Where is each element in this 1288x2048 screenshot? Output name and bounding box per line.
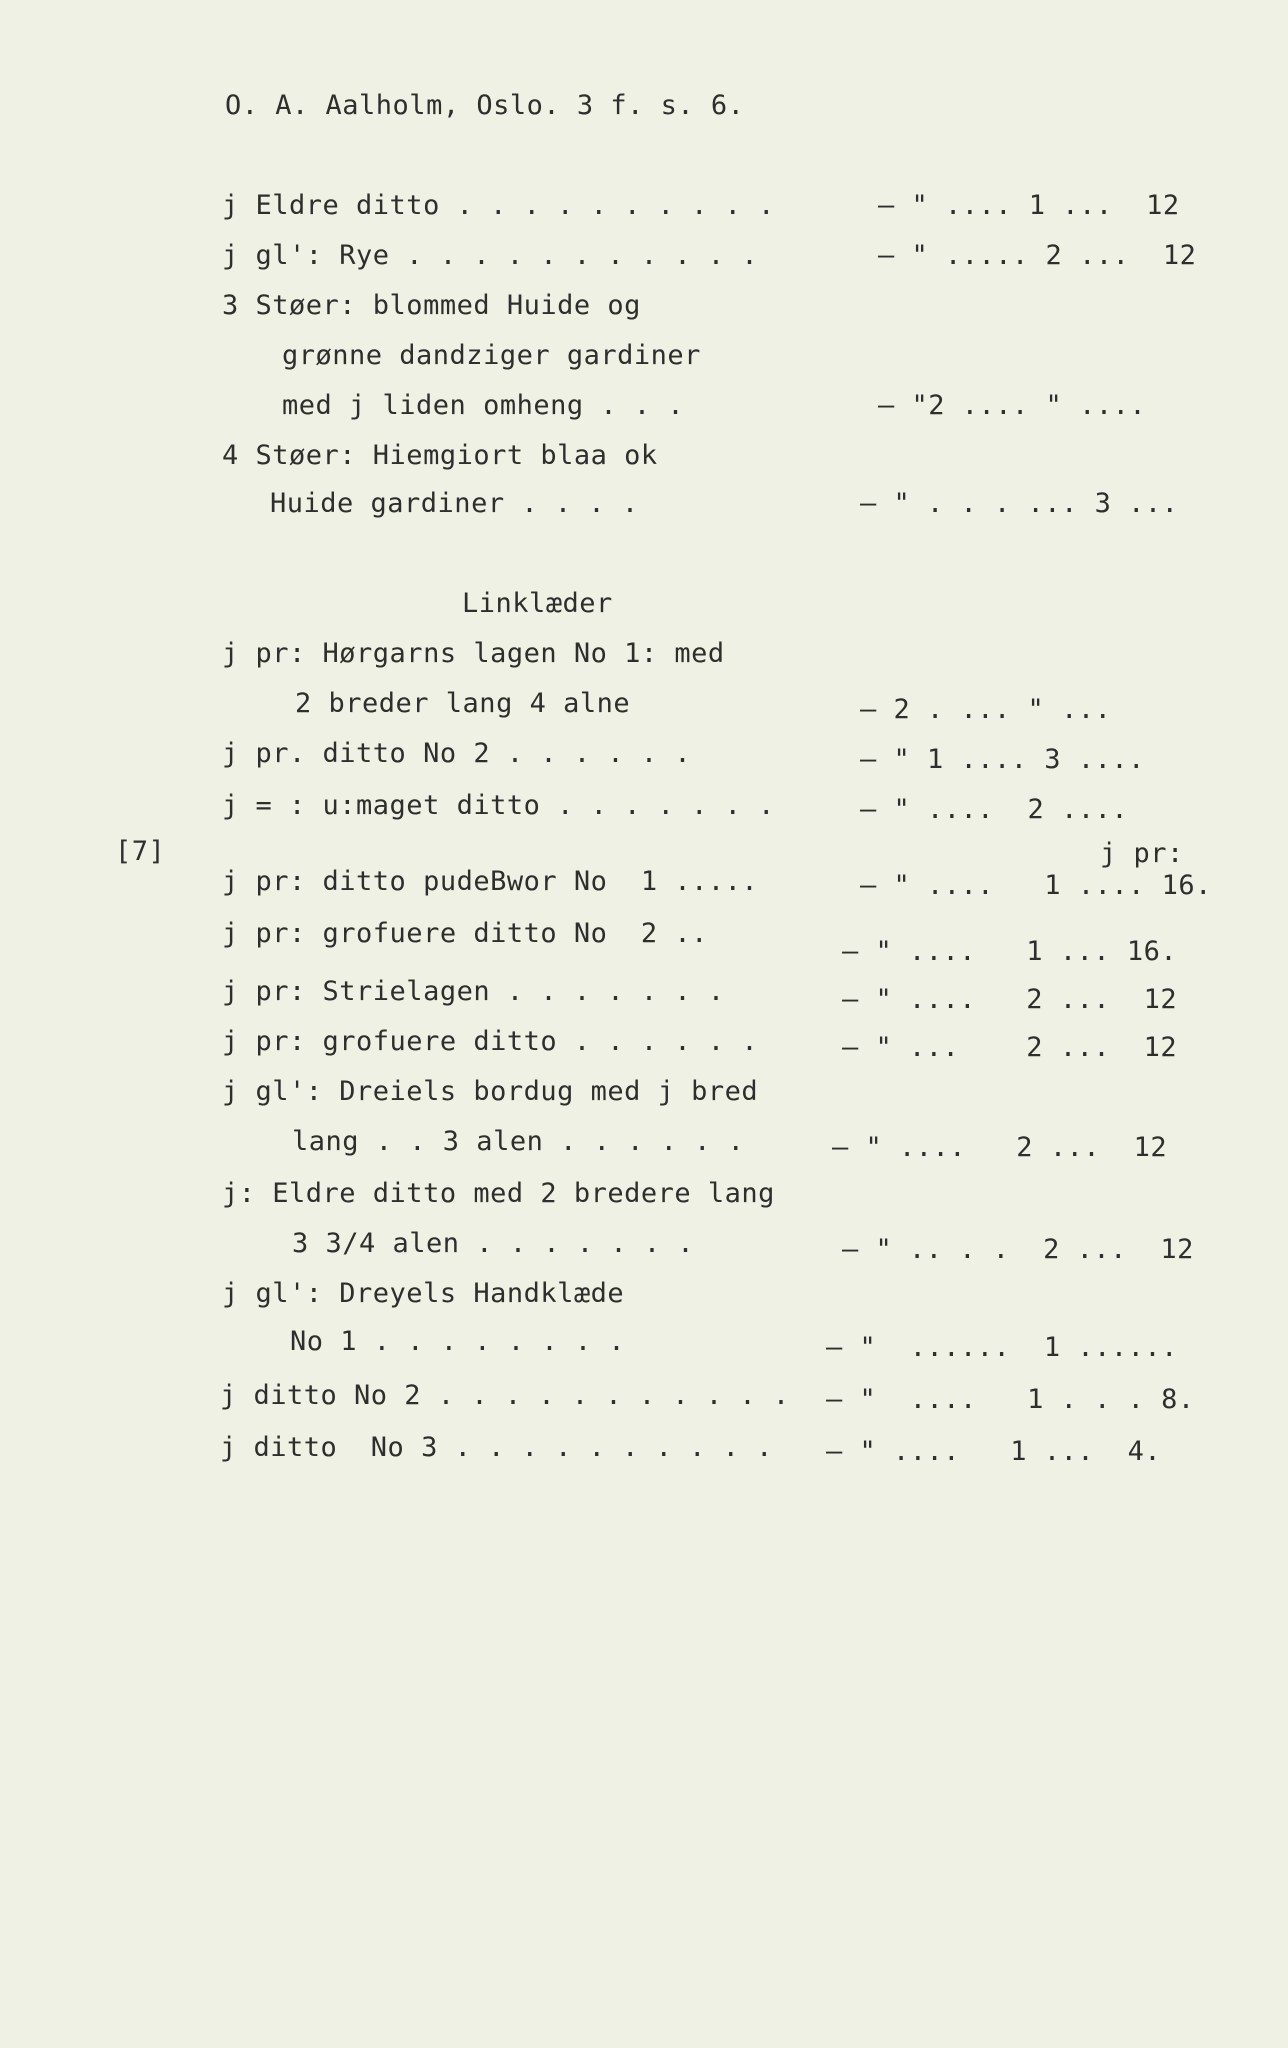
entry-values: – " ...... 1 ...... — [826, 1332, 1178, 1363]
entry-text: j ditto No 3 . . . . . . . . . . — [220, 1432, 773, 1463]
entry-values: – " .... 2 .... — [860, 794, 1129, 825]
entry-text: 3 3/4 alen . . . . . . . — [292, 1228, 695, 1259]
margin-note: [7] — [115, 836, 166, 867]
entry-values: – " .... 2 ... 12 — [842, 984, 1178, 1015]
entry-text: j pr: Hørgarns lagen No 1: med — [222, 638, 725, 669]
document-header: O. A. Aalholm, Oslo. 3 f. s. 6. — [225, 90, 745, 121]
entry-values: – " .... 1 . . . 8. — [826, 1384, 1195, 1415]
entry-text: lang . . 3 alen . . . . . . — [292, 1126, 745, 1157]
entry-values: – " .... 1 ... 16. — [842, 936, 1178, 967]
entry-values: – " .... 1 ... 4. — [826, 1436, 1162, 1467]
entry-text: No 1 . . . . . . . . — [290, 1326, 626, 1357]
entry-text: j pr: — [1100, 838, 1184, 869]
entry-text: j pr: grofuere ditto No 2 .. — [222, 918, 708, 949]
entry-text: 4 Støer: Hiemgiort blaa ok — [222, 440, 658, 471]
entry-values: – " ... 2 ... 12 — [842, 1032, 1178, 1063]
entry-values: – " .... 1 ... 12 — [878, 190, 1180, 221]
entry-values: – " .... 1 .... 16. — [860, 870, 1212, 901]
entry-values: – " .. . . 2 ... 12 — [842, 1234, 1194, 1265]
entry-text: j gl': Rye . . . . . . . . . . . — [222, 240, 759, 271]
entry-values: – 2 . ... " ... — [860, 694, 1112, 725]
entry-text: j pr: ditto pudeBwor No 1 ..... — [222, 866, 759, 897]
entry-text: j pr: grofuere ditto . . . . . . — [222, 1026, 759, 1057]
entry-text: j pr: Strielagen . . . . . . . — [222, 976, 725, 1007]
entry-text: j = : u:maget ditto . . . . . . . — [222, 790, 775, 821]
entry-text: j gl': Dreiels bordug med j bred — [222, 1076, 759, 1107]
entry-text: j pr. ditto No 2 . . . . . . — [222, 738, 692, 769]
entry-text: Huide gardiner . . . . — [270, 488, 639, 519]
entry-text: 2 breder lang 4 alne — [295, 688, 631, 719]
entry-text: grønne dandziger gardiner — [282, 340, 701, 371]
entry-text: j Eldre ditto . . . . . . . . . . — [222, 190, 775, 221]
entry-text: j: Eldre ditto med 2 bredere lang — [222, 1178, 775, 1209]
entry-values: – "2 .... " .... — [878, 390, 1147, 421]
entry-values: – " ..... 2 ... 12 — [878, 240, 1197, 271]
entry-text: 3 Støer: blommed Huide og — [222, 290, 641, 321]
entry-values: – " . . . ... 3 ... — [860, 488, 1179, 519]
entry-text: med j liden omheng . . . — [282, 390, 685, 421]
entry-values: – " 1 .... 3 .... — [860, 744, 1145, 775]
section-title: Linklæder — [462, 588, 613, 619]
entry-text: j ditto No 2 . . . . . . . . . . . — [220, 1380, 790, 1411]
entry-values: – " .... 2 ... 12 — [832, 1132, 1168, 1163]
entry-text: j gl': Dreyels Handklæde — [222, 1278, 625, 1309]
